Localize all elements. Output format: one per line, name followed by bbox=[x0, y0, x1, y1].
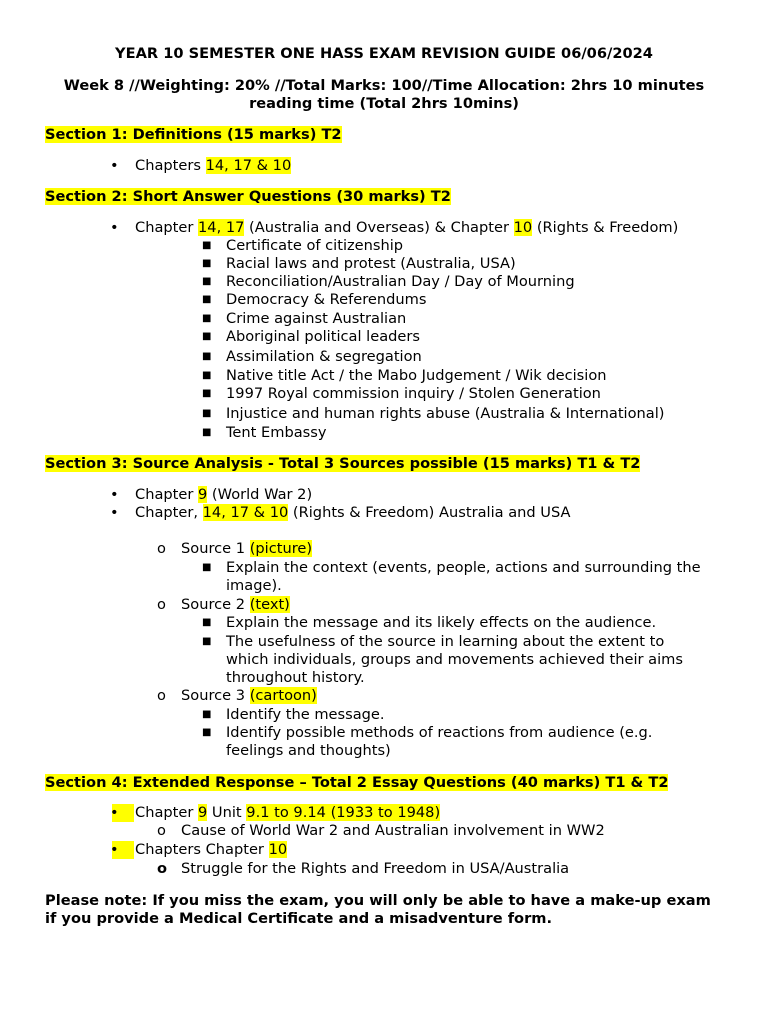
circle-bullet-icon: o bbox=[157, 822, 166, 839]
bullet-icon: • bbox=[110, 219, 119, 236]
circle-bullet-icon: o bbox=[157, 687, 166, 704]
document-title: YEAR 10 SEMESTER ONE HASS EXAM REVISION GUIDE 06/06/2024 bbox=[115, 45, 653, 62]
square-bullet-icon: ■ bbox=[202, 313, 212, 324]
square-bullet-icon: ■ bbox=[202, 727, 212, 738]
square-bullet-icon: ■ bbox=[202, 276, 212, 287]
square-bullet-icon: ■ bbox=[202, 427, 212, 438]
square-bullet-icon: ■ bbox=[202, 617, 212, 628]
section2-heading: Section 2: Short Answer Questions (30 marks) T2 bbox=[45, 188, 451, 205]
square-bullet-icon: ■ bbox=[202, 351, 212, 362]
circle-bullet-icon: o bbox=[157, 540, 166, 557]
square-bullet-icon: ■ bbox=[202, 636, 212, 647]
exam-note: Please note: If you miss the exam, you will only be able to have a make-up exam if you provide a Medical Certificate and a misadventure form. bbox=[45, 892, 711, 927]
square-bullet-icon: ■ bbox=[202, 331, 212, 342]
bullet-icon: • bbox=[110, 841, 119, 858]
document-page: YEAR 10 SEMESTER ONE HASS EXAM REVISION GUIDE 06/06/2024 Week 8 //Weighting: 20% //Total Marks: 100//Time Allocation: 2hrs 10 minutes reading time (Total 2hrs 10mins) Section 1: Definitions (15 marks) T2 • Chapters 14, 17 & 10 Section 2: Short Answer Questions (30 marks) T2 • Chapter 14, 17 (Australia and Overseas) & Chapter 10 (Rights & Freedom) ■ Certificate of citizenship ■ Racial laws and protest (Australia, USA) ■ Reconciliation/Australian Day / Day of Mourning ■ Democracy & Referendums ■ Crime against Australian ■ Aboriginal political leaders ■ Assimilation & segregation ■ Native title Act / the Mabo Judgement / Wik decision ■ 1997 Royal commission inquiry / Stolen Generation ■ Injustice and human rights abuse (Australia & International) ■ Tent Embassy Section 3: Source Analysis - Total 3 Sources possible (15 marks) T1 & T2 • Chapter 9 (World War 2) • Chapter, 14, 17 & 10 (Rights & Freedom) Australia and USA o Source 1 (picture) ■ Explain the context (events, people, actions and surrounding the image). o Source 2 (text) ■ Explain the message and its likely effects on the audience. ■ The usefulness of the source in learning about the extent to which individuals, groups and movements achieved their aims throughout history. o Source 3 (cartoon) ■ Identify the message. ■ Identify possible methods of reactions from audience (e.g. feelings and thoughts) Section 4: Extended Response – Total 2 Essay Questions (40 marks) T1 & T2 • Chapter 9 Unit 9.1 to 9.14 (1933 to 1948) o Cause of World War 2 and Australian involvement in WW2 • Chapters Chapter 10 o Struggle for the Rights and Freedom in USA/Australia Please note: If you miss the exam, you will only be able to have a make-up exam if you provide a Medical Certificate and a misadventure form. bbox=[0, 0, 768, 1024]
circle-bullet-icon: o bbox=[157, 860, 168, 877]
square-bullet-icon: ■ bbox=[202, 240, 212, 251]
bullet-icon: • bbox=[110, 804, 119, 821]
bullet-icon: • bbox=[110, 157, 119, 174]
square-bullet-icon: ■ bbox=[202, 370, 212, 381]
square-bullet-icon: ■ bbox=[202, 388, 212, 399]
square-bullet-icon: ■ bbox=[202, 294, 212, 305]
section3-heading: Section 3: Source Analysis - Total 3 Sources possible (15 marks) T1 & T2 bbox=[45, 455, 641, 472]
section1-heading: Section 1: Definitions (15 marks) T2 bbox=[45, 126, 342, 143]
square-bullet-icon: ■ bbox=[202, 258, 212, 269]
section1-chapters-text: Chapters 14, 17 & 10 bbox=[135, 157, 292, 174]
section4-heading: Section 4: Extended Response – Total 2 Essay Questions (40 marks) T1 & T2 bbox=[45, 774, 669, 791]
document-subtitle-line1: Week 8 //Weighting: 20% //Total Marks: 100//Time Allocation: 2hrs 10 minutes bbox=[63, 77, 705, 94]
section2-chapters-text: Chapter 14, 17 (Australia and Overseas) & Chapter 10 (Rights & Freedom) bbox=[135, 219, 679, 236]
square-bullet-icon: ■ bbox=[202, 408, 212, 419]
bullet-icon: • bbox=[110, 504, 119, 521]
circle-bullet-icon: o bbox=[157, 596, 166, 613]
square-bullet-icon: ■ bbox=[202, 562, 212, 573]
bullet-icon: • bbox=[110, 486, 119, 503]
document-subtitle-line2: reading time (Total 2hrs 10mins) bbox=[249, 95, 519, 112]
square-bullet-icon: ■ bbox=[202, 709, 212, 720]
